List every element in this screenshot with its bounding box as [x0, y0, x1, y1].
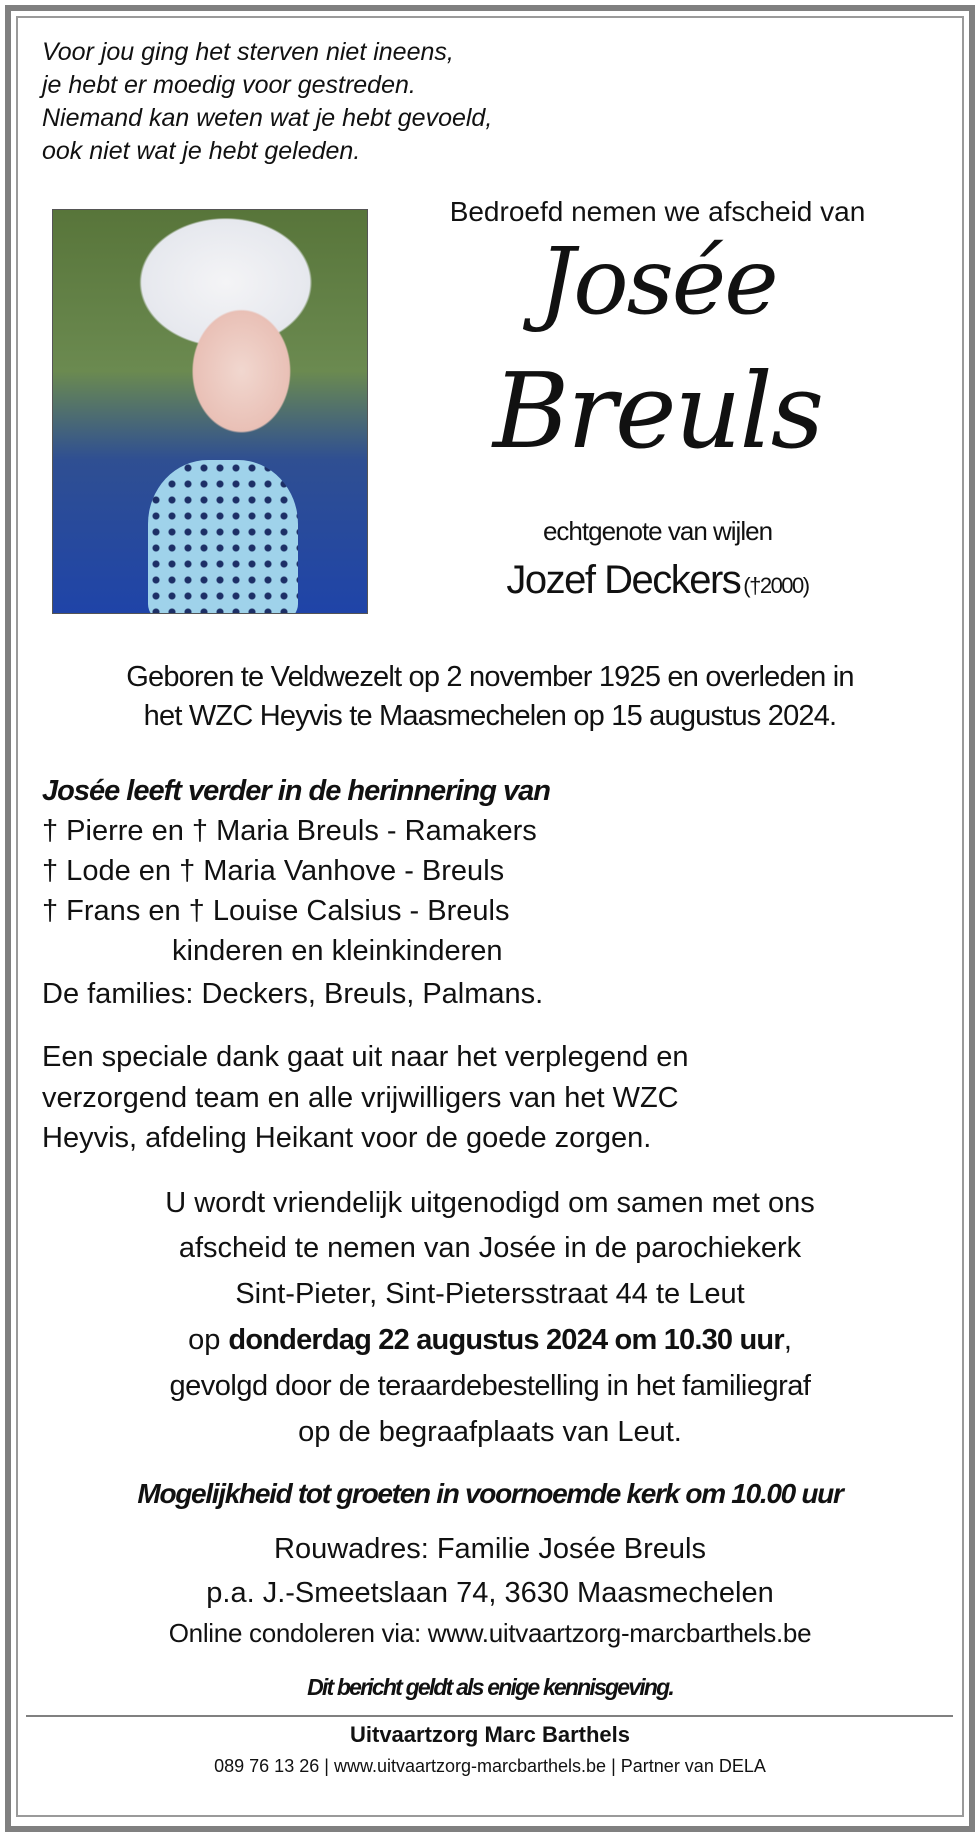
birth-line: Geboren te Veldwezelt op 2 november 1925 en overleden in: [126, 661, 854, 693]
invitation-line: gevolgd door de teraardebestelling in het familiegraf: [169, 1370, 811, 1402]
invitation-line: U wordt vriendelijk uitgenodigd om samen met ons: [165, 1187, 815, 1219]
invitation-date-line: [0, 1324, 980, 1357]
address-line: Rouwadres: Familie Josée Breuls: [274, 1533, 706, 1565]
thanks-line: verzorgend team en alle vrijwilligers van het WZC: [42, 1082, 679, 1114]
greeting-line: Mogelijkheid tot groeten in voornoemde kerk om 10.00 uur: [137, 1478, 843, 1509]
poem-line: Voor jou ging het sterven niet ineens,: [42, 38, 454, 66]
phone-number: 089 76 13 26: [214, 1756, 320, 1776]
divider: [26, 1715, 953, 1717]
funeral-home-name: Uitvaartzorg Marc Barthels: [350, 1722, 630, 1747]
scarf-pattern: [148, 460, 298, 614]
date-suffix: ,: [783, 1324, 792, 1356]
notice-line: Dit bericht geldt als enige kennisgeving.: [307, 1674, 673, 1700]
last-name: Breuls: [492, 350, 823, 472]
families-line: De families: Deckers, Breuls, Palmans.: [42, 978, 544, 1010]
poem-line: Niemand kan weten wat je hebt gevoeld,: [42, 104, 493, 132]
thanks-line: Een speciale dank gaat uit naar het verplegend en: [42, 1041, 689, 1073]
spouse-name: Jozef Deckers: [506, 558, 741, 602]
spouse-line: [400, 558, 915, 603]
footer-contact: [0, 1756, 980, 1777]
separator: |: [324, 1756, 329, 1776]
partner-text: Partner van DELA: [620, 1756, 766, 1776]
invitation-line: op de begraafplaats van Leut.: [298, 1416, 682, 1448]
invitation-line: afscheid te nemen van Josée in de parochiekerk: [178, 1232, 802, 1264]
online-condolence: Online condoleren via: www.uitvaartzorg-marcbarthels.be: [168, 1618, 812, 1648]
intro-text: Bedroefd nemen we afscheid van: [449, 196, 866, 227]
memory-heading: Josée leeft verder in de herinnering van: [42, 775, 550, 807]
separator: |: [611, 1756, 616, 1776]
spouse-death: (†2000): [743, 573, 809, 598]
first-name: Josée: [538, 228, 777, 335]
address-line: p.a. J.-Smeetslaan 74, 3630 Maasmechelen: [206, 1577, 774, 1609]
birth-line: het WZC Heyvis te Maasmechelen op 15 augustus 2024.: [143, 700, 837, 732]
poem-line: ook niet wat je hebt geleden.: [42, 137, 361, 165]
portrait-photo: [52, 209, 368, 614]
family-line: † Lode en † Maria Vanhove - Breuls: [42, 855, 505, 887]
date-prefix: op: [188, 1324, 229, 1356]
poem-line: je hebt er moedig voor gestreden.: [42, 71, 416, 99]
grandchildren-line: kinderen en kleinkinderen: [172, 935, 503, 967]
family-line: † Pierre en † Maria Breuls - Ramakers: [42, 815, 537, 847]
spouse-intro: echtgenote van wijlen: [542, 516, 773, 546]
website-link[interactable]: www.uitvaartzorg-marcbarthels.be: [333, 1756, 607, 1776]
thanks-line: Heyvis, afdeling Heikant voor de goede zorgen.: [42, 1122, 652, 1154]
service-date: donderdag 22 augustus 2024 om 10.30 uur: [228, 1324, 784, 1356]
family-line: † Frans en † Louise Calsius - Breuls: [42, 895, 510, 927]
invitation-line: Sint-Pieter, Sint-Pietersstraat 44 te Leut: [235, 1278, 745, 1310]
